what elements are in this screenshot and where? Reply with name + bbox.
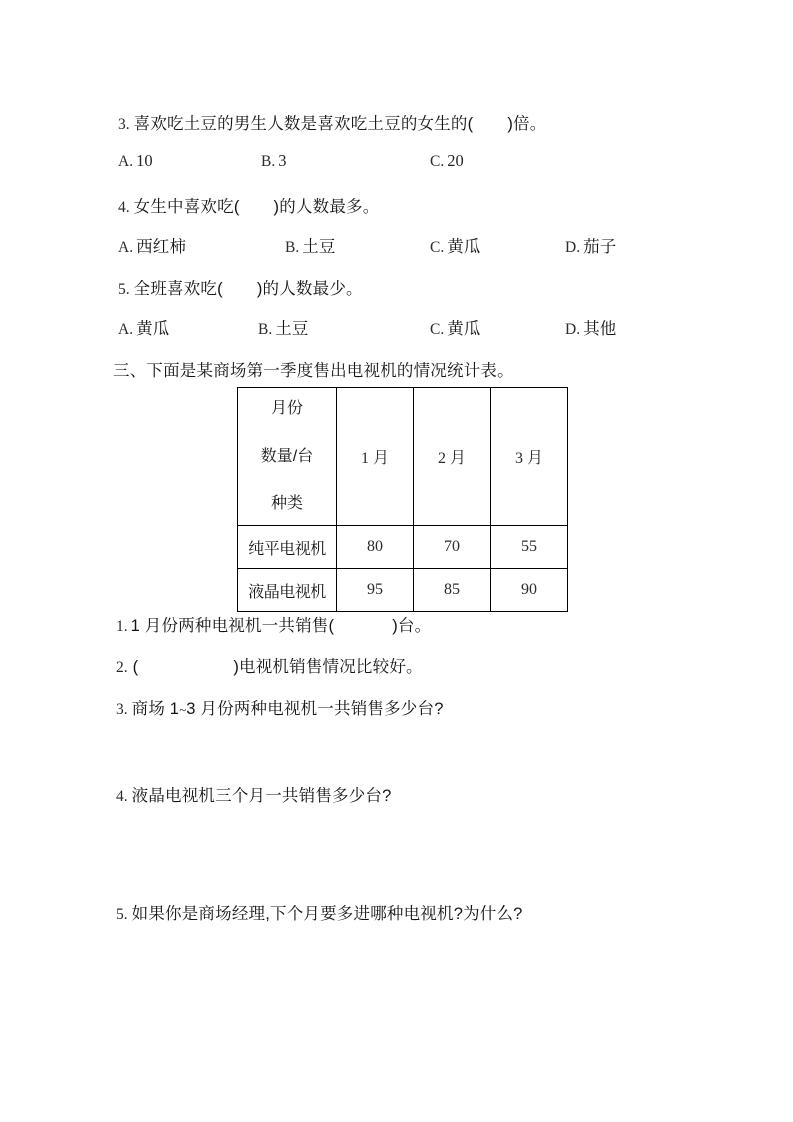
question-number: 2. xyxy=(116,659,128,676)
cell-lcd-tv-month-3: 90 xyxy=(491,569,568,612)
option-c-label: C. xyxy=(430,321,445,338)
question-text-part-b: 3 月份两种电视机一共销售多少台? xyxy=(186,700,444,718)
table-row xyxy=(238,569,568,612)
question-text-before: 1 月份两种电视机一共销售( xyxy=(130,617,335,635)
corner-bottom-label: 种类 xyxy=(270,495,303,513)
tv-sales-table xyxy=(237,387,568,612)
row-label-lcd-tv: 液晶电视机 xyxy=(238,569,337,612)
question-4-number: 4. xyxy=(118,199,130,216)
option-c-label: C. xyxy=(430,239,445,256)
question-3 xyxy=(118,110,546,134)
option-a-label: A. xyxy=(118,321,134,338)
corner-top-label: 月份 xyxy=(270,400,303,417)
question-3-option-b[interactable] xyxy=(261,151,286,171)
question-3-text-before: 喜欢吃土豆的男生人数是喜欢吃土豆的女生的( xyxy=(133,115,474,133)
option-b-text: 土豆 xyxy=(275,320,309,338)
question-text: 如果你是商场经理,下个月要多进哪种电视机?为什么? xyxy=(131,905,523,923)
question-text-part-a: 商场 1 xyxy=(131,700,180,718)
question-5-option-b[interactable] xyxy=(258,315,309,339)
question-5-text-before: 全班喜欢吃( xyxy=(133,280,223,298)
section-three-heading: 三、下面是某商场第一季度售出电视机的情况统计表。 xyxy=(113,362,514,380)
range-tilde: ~ xyxy=(179,702,187,717)
corner-middle-label: 数量/台 xyxy=(260,447,314,465)
question-5-option-d[interactable] xyxy=(565,315,616,339)
option-a-text: 黄瓜 xyxy=(136,320,170,338)
question-3-number: 3. xyxy=(118,116,130,133)
cell-flat-tv-month-2: 70 xyxy=(414,526,491,569)
question-number: 4. xyxy=(116,788,128,805)
question-3-option-c[interactable] xyxy=(430,151,464,171)
table-row xyxy=(238,526,568,569)
question-number: 1. xyxy=(116,618,128,635)
section-three-question-5 xyxy=(116,900,523,924)
question-text: 液晶电视机三个月一共销售多少台? xyxy=(131,787,392,805)
question-5-option-c[interactable] xyxy=(430,315,481,339)
question-4-option-b[interactable] xyxy=(285,233,336,257)
column-header-month-1: 1 月 xyxy=(337,388,414,526)
corner-stack xyxy=(242,400,332,513)
option-d-label: D. xyxy=(565,321,581,338)
option-c-text: 黄瓜 xyxy=(447,320,481,338)
option-d-text: 茄子 xyxy=(583,238,617,256)
question-5 xyxy=(118,275,363,299)
option-c-label: C. xyxy=(430,153,445,170)
option-a-text: 10 xyxy=(136,151,153,170)
table-header-row xyxy=(238,388,568,526)
question-5-option-a[interactable] xyxy=(118,315,169,339)
question-4-text-before: 女生中喜欢吃( xyxy=(133,198,240,216)
question-4-option-d[interactable] xyxy=(565,233,616,257)
question-3-text-after: )倍。 xyxy=(507,115,547,133)
option-a-label: A. xyxy=(118,239,134,256)
option-c-text: 20 xyxy=(447,151,464,170)
question-text-before: ( xyxy=(132,658,139,676)
cell-lcd-tv-month-1: 95 xyxy=(337,569,414,612)
question-text-after: )台。 xyxy=(392,617,432,635)
question-number: 5. xyxy=(116,906,128,923)
option-d-label: D. xyxy=(565,239,581,256)
question-4 xyxy=(118,193,379,217)
column-header-month-3: 3 月 xyxy=(491,388,568,526)
option-a-text: 西红柿 xyxy=(136,238,187,256)
column-header-month-2: 2 月 xyxy=(414,388,491,526)
option-b-text: 3 xyxy=(278,151,287,170)
cell-lcd-tv-month-2: 85 xyxy=(414,569,491,612)
table-corner-cell xyxy=(238,388,337,526)
question-4-option-a[interactable] xyxy=(118,233,186,257)
question-5-text-after: )的人数最少。 xyxy=(256,280,363,298)
question-4-option-c[interactable] xyxy=(430,233,481,257)
option-b-label: B. xyxy=(261,153,276,170)
option-b-label: B. xyxy=(258,321,273,338)
row-label-flat-tv: 纯平电视机 xyxy=(238,526,337,569)
cell-flat-tv-month-3: 55 xyxy=(491,526,568,569)
option-c-text: 黄瓜 xyxy=(447,238,481,256)
section-three-question-1 xyxy=(116,612,431,636)
question-4-text-after: )的人数最多。 xyxy=(273,198,380,216)
option-d-text: 其他 xyxy=(583,320,617,338)
cell-flat-tv-month-1: 80 xyxy=(337,526,414,569)
option-b-label: B. xyxy=(285,239,300,256)
option-b-text: 土豆 xyxy=(302,238,336,256)
question-number: 3. xyxy=(116,701,128,718)
section-three-question-4 xyxy=(116,782,392,806)
question-text-after: )电视机销售情况比较好。 xyxy=(233,658,423,676)
section-three-question-2 xyxy=(116,653,423,677)
question-3-option-a[interactable] xyxy=(118,151,153,171)
option-a-label: A. xyxy=(118,153,134,170)
question-5-number: 5. xyxy=(118,281,130,298)
section-three-question-3 xyxy=(116,695,444,719)
